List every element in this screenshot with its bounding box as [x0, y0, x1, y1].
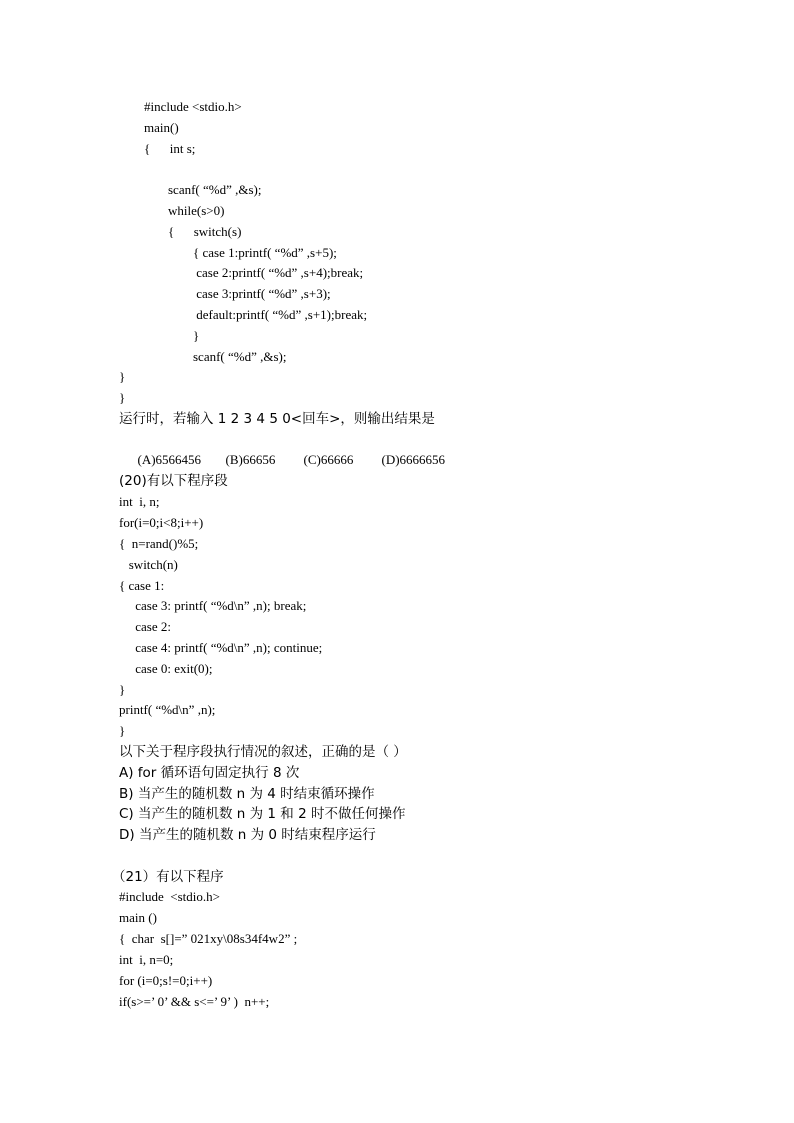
q19-option-a: (A)6566456 — [137, 452, 202, 467]
q21-code-line: int i, n=0; — [119, 952, 174, 967]
q20-code-line: case 0: exit(0); — [119, 661, 213, 676]
q20-option-a: A) for 循环语句固定执行 8 次 — [119, 765, 300, 781]
q20-code-line: case 4: printf( “%d\n” ,n); continue; — [119, 640, 323, 655]
q20-code-line: printf( “%d\n” ,n); — [119, 702, 216, 717]
q20-code-line: } — [119, 723, 126, 738]
q21-code-line: if(s>=’ 0’ && s<=’ 9’ ) n++; — [119, 994, 270, 1009]
q21-code-line: main () — [119, 910, 157, 925]
q20-code-line: { case 1: — [119, 578, 165, 593]
q20-code-line: case 2: — [119, 619, 171, 634]
q19-code-line: case 3:printf( “%d” ,s+3); — [193, 286, 331, 301]
q19-code-line: } — [119, 390, 126, 405]
q19-code-line: scanf( “%d” ,&s); — [168, 182, 262, 197]
q20-code-line: int i, n; — [119, 494, 160, 509]
q20-code-line: switch(n) — [119, 557, 178, 572]
q19-code-line: { switch(s) — [168, 224, 242, 239]
q20-code-line: for(i=0;i<8;i++) — [119, 515, 204, 530]
q19-code-line: while(s>0) — [168, 203, 225, 218]
q19-question: 运行时，若输入 1 2 3 4 5 0<回车>，则输出结果是 — [119, 411, 435, 427]
q21-code-line: { char s[]=” 021xy\08s34f4w2” ; — [119, 931, 298, 946]
q19-code-line: main() — [144, 120, 179, 135]
q20-code-line: case 3: printf( “%d\n” ,n); break; — [119, 598, 307, 613]
q20-option-b: B) 当产生的随机数 n 为 4 时结束循环操作 — [119, 786, 375, 802]
q19-option-c: (C)66666 — [303, 452, 354, 467]
q19-code-line: #include <stdio.h> — [144, 99, 242, 114]
q19-code-line: { case 1:printf( “%d” ,s+5); — [193, 245, 337, 260]
q19-code-line: case 2:printf( “%d” ,s+4);break; — [193, 265, 364, 280]
q19-option-d: (D)6666656 — [381, 452, 446, 467]
q20-question: 以下关于程序段执行情况的叙述，正确的是（ ） — [119, 744, 407, 760]
q21-code-line: for (i=0;s!=0;i++) — [119, 973, 213, 988]
q21-code-line: #include <stdio.h> — [119, 889, 220, 904]
q20-code-line: } — [119, 682, 126, 697]
q19-code-line: scanf( “%d” ,&s); — [193, 349, 287, 364]
q19-code-line: default:printf( “%d” ,s+1);break; — [193, 307, 368, 322]
q20-title: (20)有以下程序段 — [119, 473, 228, 489]
q21-title: （21）有以下程序 — [112, 869, 224, 885]
q20-option-c: C) 当产生的随机数 n 为 1 和 2 时不做任何操作 — [119, 806, 406, 822]
q19-code-line: } — [193, 328, 200, 343]
q19-option-b: (B)66656 — [225, 452, 276, 467]
q20-code-line: { n=rand()%5; — [119, 536, 199, 551]
q19-code-line: { int s; — [144, 141, 196, 156]
q19-code-line: } — [119, 369, 126, 384]
q19-options — [131, 430, 446, 467]
q20-option-d: D) 当产生的随机数 n 为 0 时结束程序运行 — [119, 827, 376, 843]
